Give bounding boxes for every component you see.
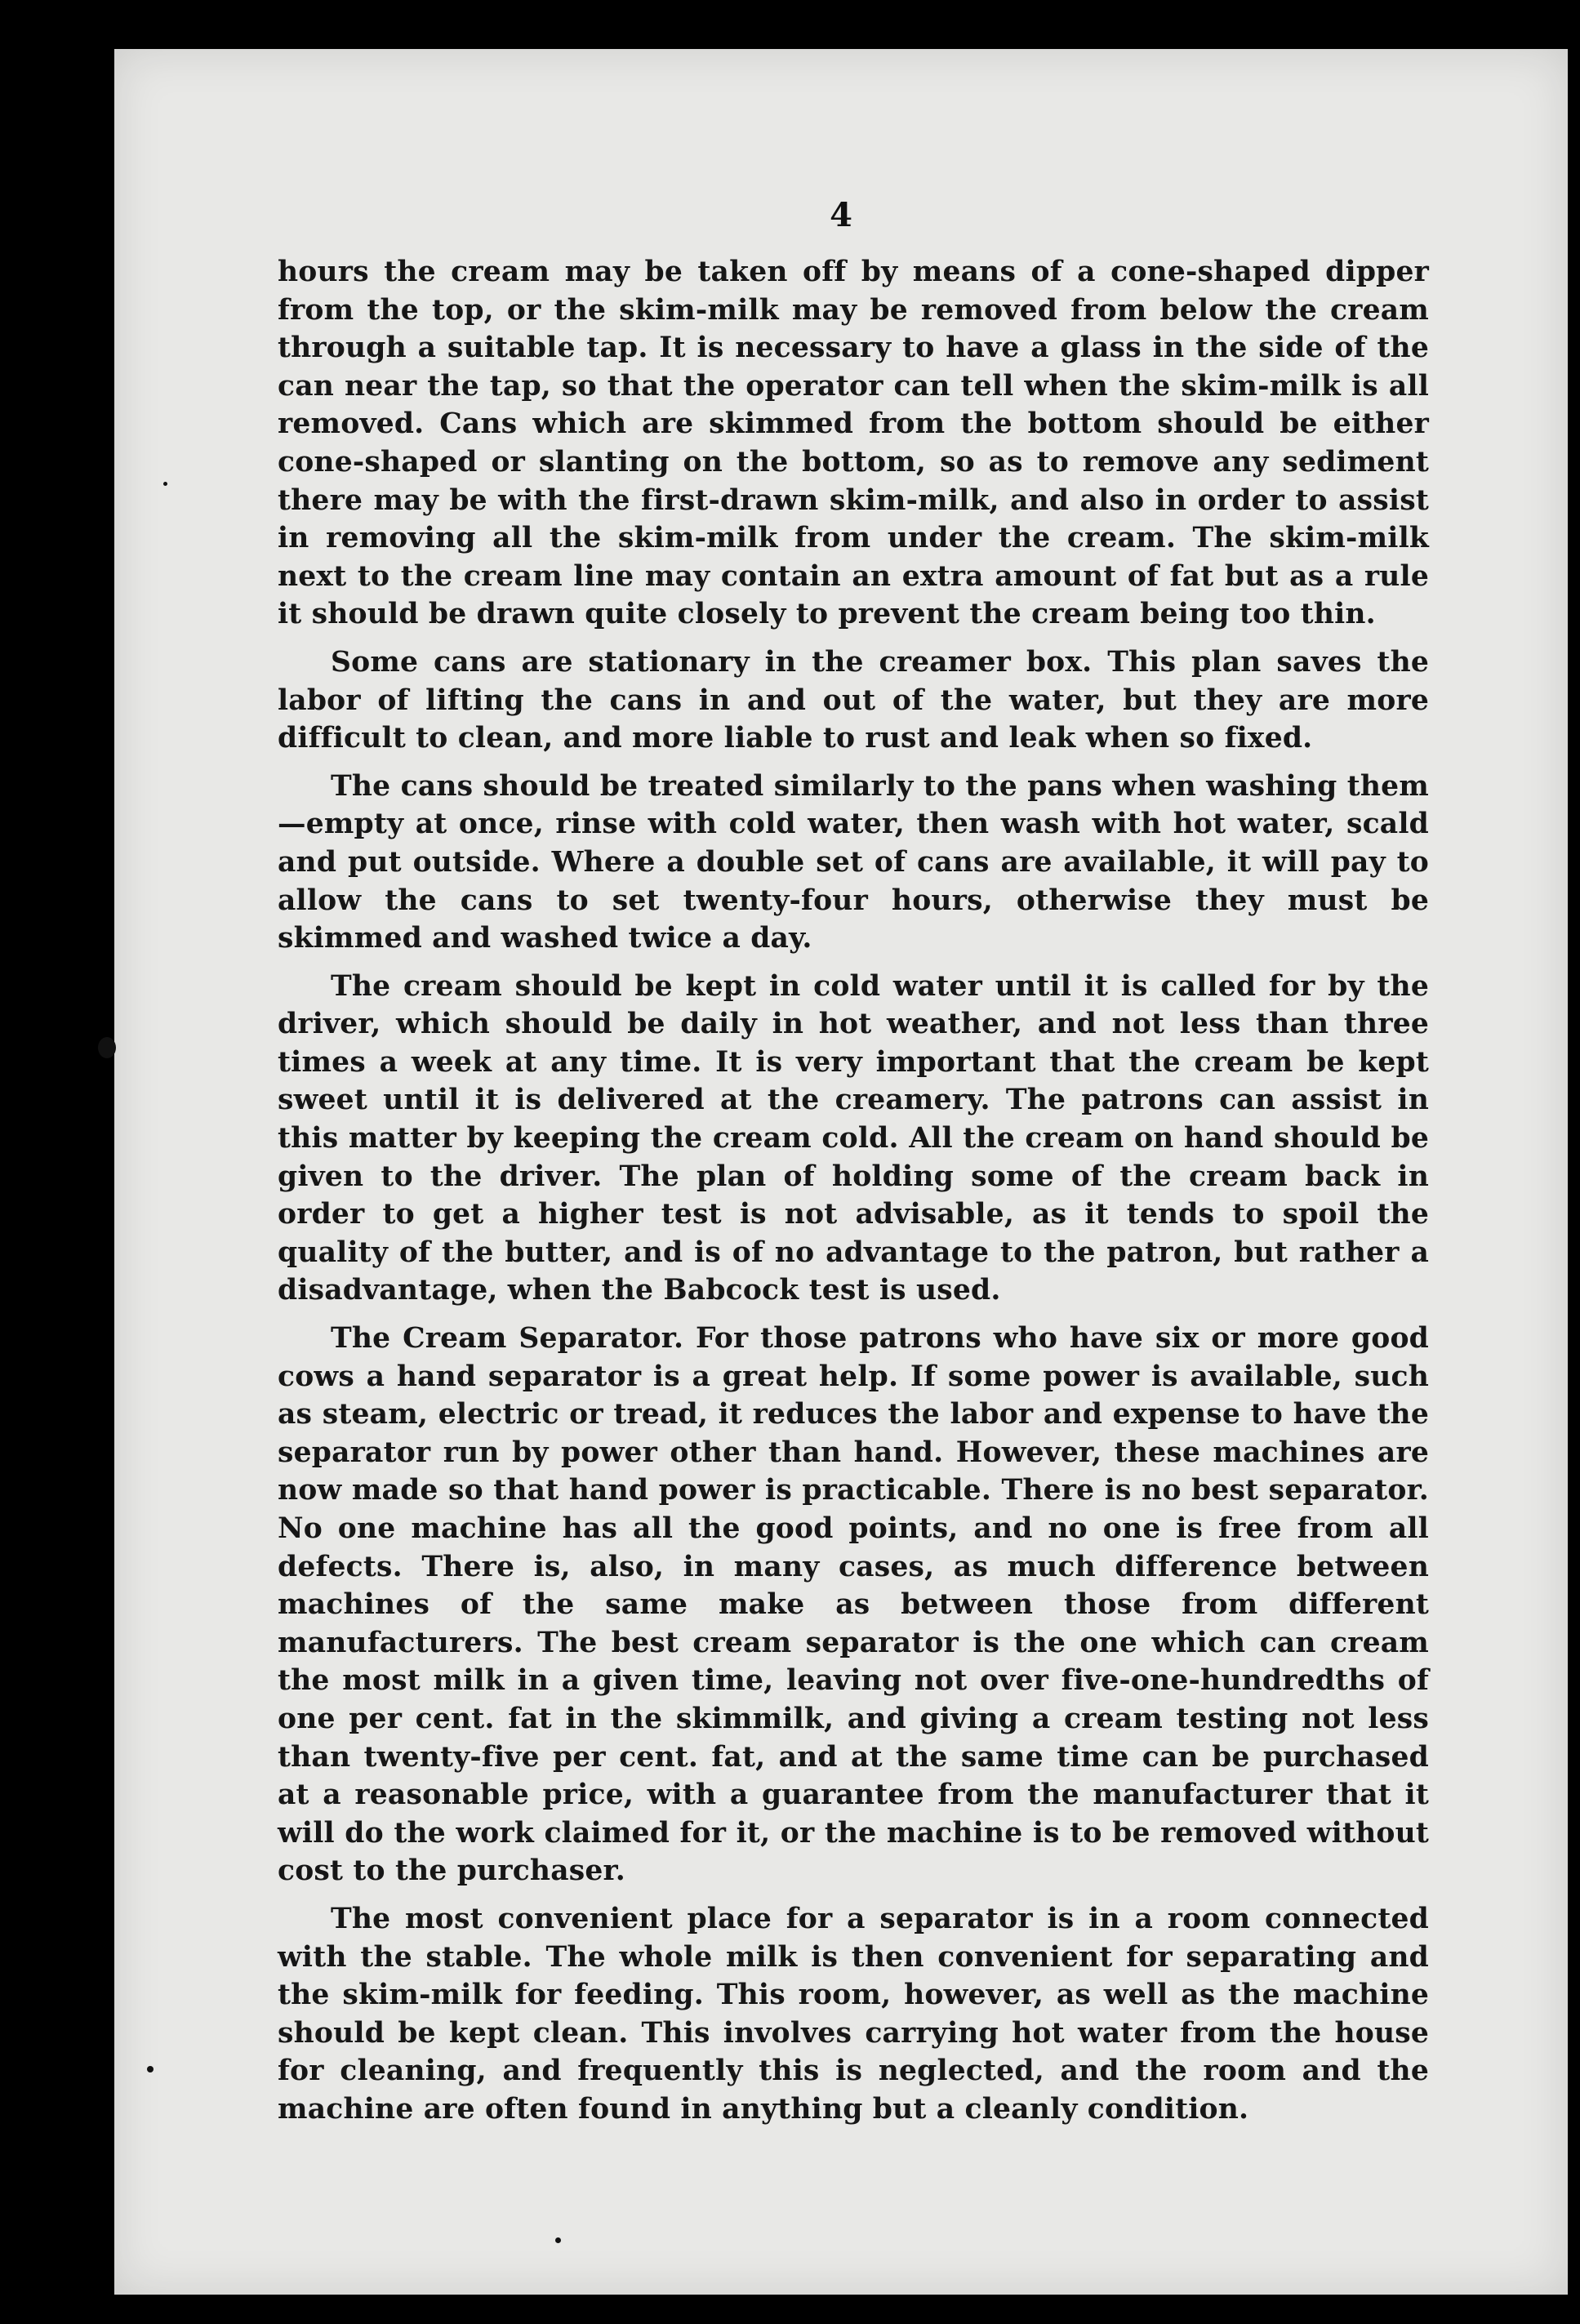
scan-speck <box>163 482 167 486</box>
paragraph-stationary-cans: Some cans are stationary in the creamer box. This plan saves the labor of lifting the cans in and out of the water, but they are more difficult to clean, and more liable to rust and leak when so fixed. <box>278 645 1429 755</box>
body-text <box>278 253 1429 2139</box>
paragraph-keeping-cream: The cream should be kept in cold water until it is called for by the driver, which should be daily in hot weather, and not less than three times a week at any time. It is very important that the cream be kept sweet until it is delivered at the creamery. The patrons can assist in this matter by keeping the cream cold. All the cream on hand should be given to the driver. The plan of holding some of the cream back in order to get a higher test is not advisable, as it tends to spoil the quality of the butter, and is of no advantage to the patron, but rather a disadvantage, when the Babcock test is used. <box>278 969 1429 1307</box>
paragraph-cream-skimming: hours the cream may be taken off by means of a cone-shaped dipper from the top, or the skim-milk may be removed from below the cream through a suitable tap. It is necessary to have a glass in the side of the can near the tap, so that the operator can tell when the skim-milk is all removed. Cans which are skimmed from the bottom should be either cone-shaped or slanting on the bottom, so as to remove any sediment there may be with the first-drawn skim-milk, and also in order to assist in removing all the skim-milk from under the cream. The skim-milk next to the cream line may contain an extra amount of fat but as a rule it should be drawn quite closely to prevent the cream being too thin. <box>278 256 1429 631</box>
document-page <box>114 49 1568 2295</box>
paragraph-separator-location: The most convenient place for a separator is in a room connected with the stable. The whole milk is then convenient for separating and the skim-milk for feeding. This room, however, as well as the machine should be kept clean. This involves carrying hot water from the house for cleaning, and frequently this is neglected, and the room and the machine are often found in anything but a cleanly condition. <box>278 1902 1429 2126</box>
page-number: 4 <box>830 196 852 234</box>
scan-speck <box>555 2237 561 2243</box>
paragraph-cream-separator: The Cream Separator. For those patrons who have six or more good cows a hand separator is a great help. If some power is available, such as steam, electric or tread, it reduces the labor and expense to have the separator run by power other than hand. However, these machines are now made so that hand power is practicable. There is no best separator. No one machine has all the good points, and no one is free from all defects. There is, also, in many cases, as much difference between machines of the same make as between those from different manufacturers. The best cream separator is the one which can cream the most milk in a given time, leaving not over five-one-hundredths of one per cent. fat in the skimmilk, and giving a cream testing not less than twenty-five per cent. fat, and at the same time can be purchased at a reasonable price, with a guarantee from the manufacturer that it will do the work claimed for it, or the machine is to be removed without cost to the purchaser. <box>278 1322 1429 1888</box>
scan-speck <box>98 1037 116 1058</box>
scan-speck <box>147 2066 154 2072</box>
paragraph-washing-cans: The cans should be treated similarly to the pans when washing them—empty at once, rinse with cold water, then wash with hot water, scald and put outside. Where a double set of cans are available, it will pay to allow the cans to set twenty-four hours, otherwise they must be skimmed and washed twice a day. <box>278 769 1429 955</box>
